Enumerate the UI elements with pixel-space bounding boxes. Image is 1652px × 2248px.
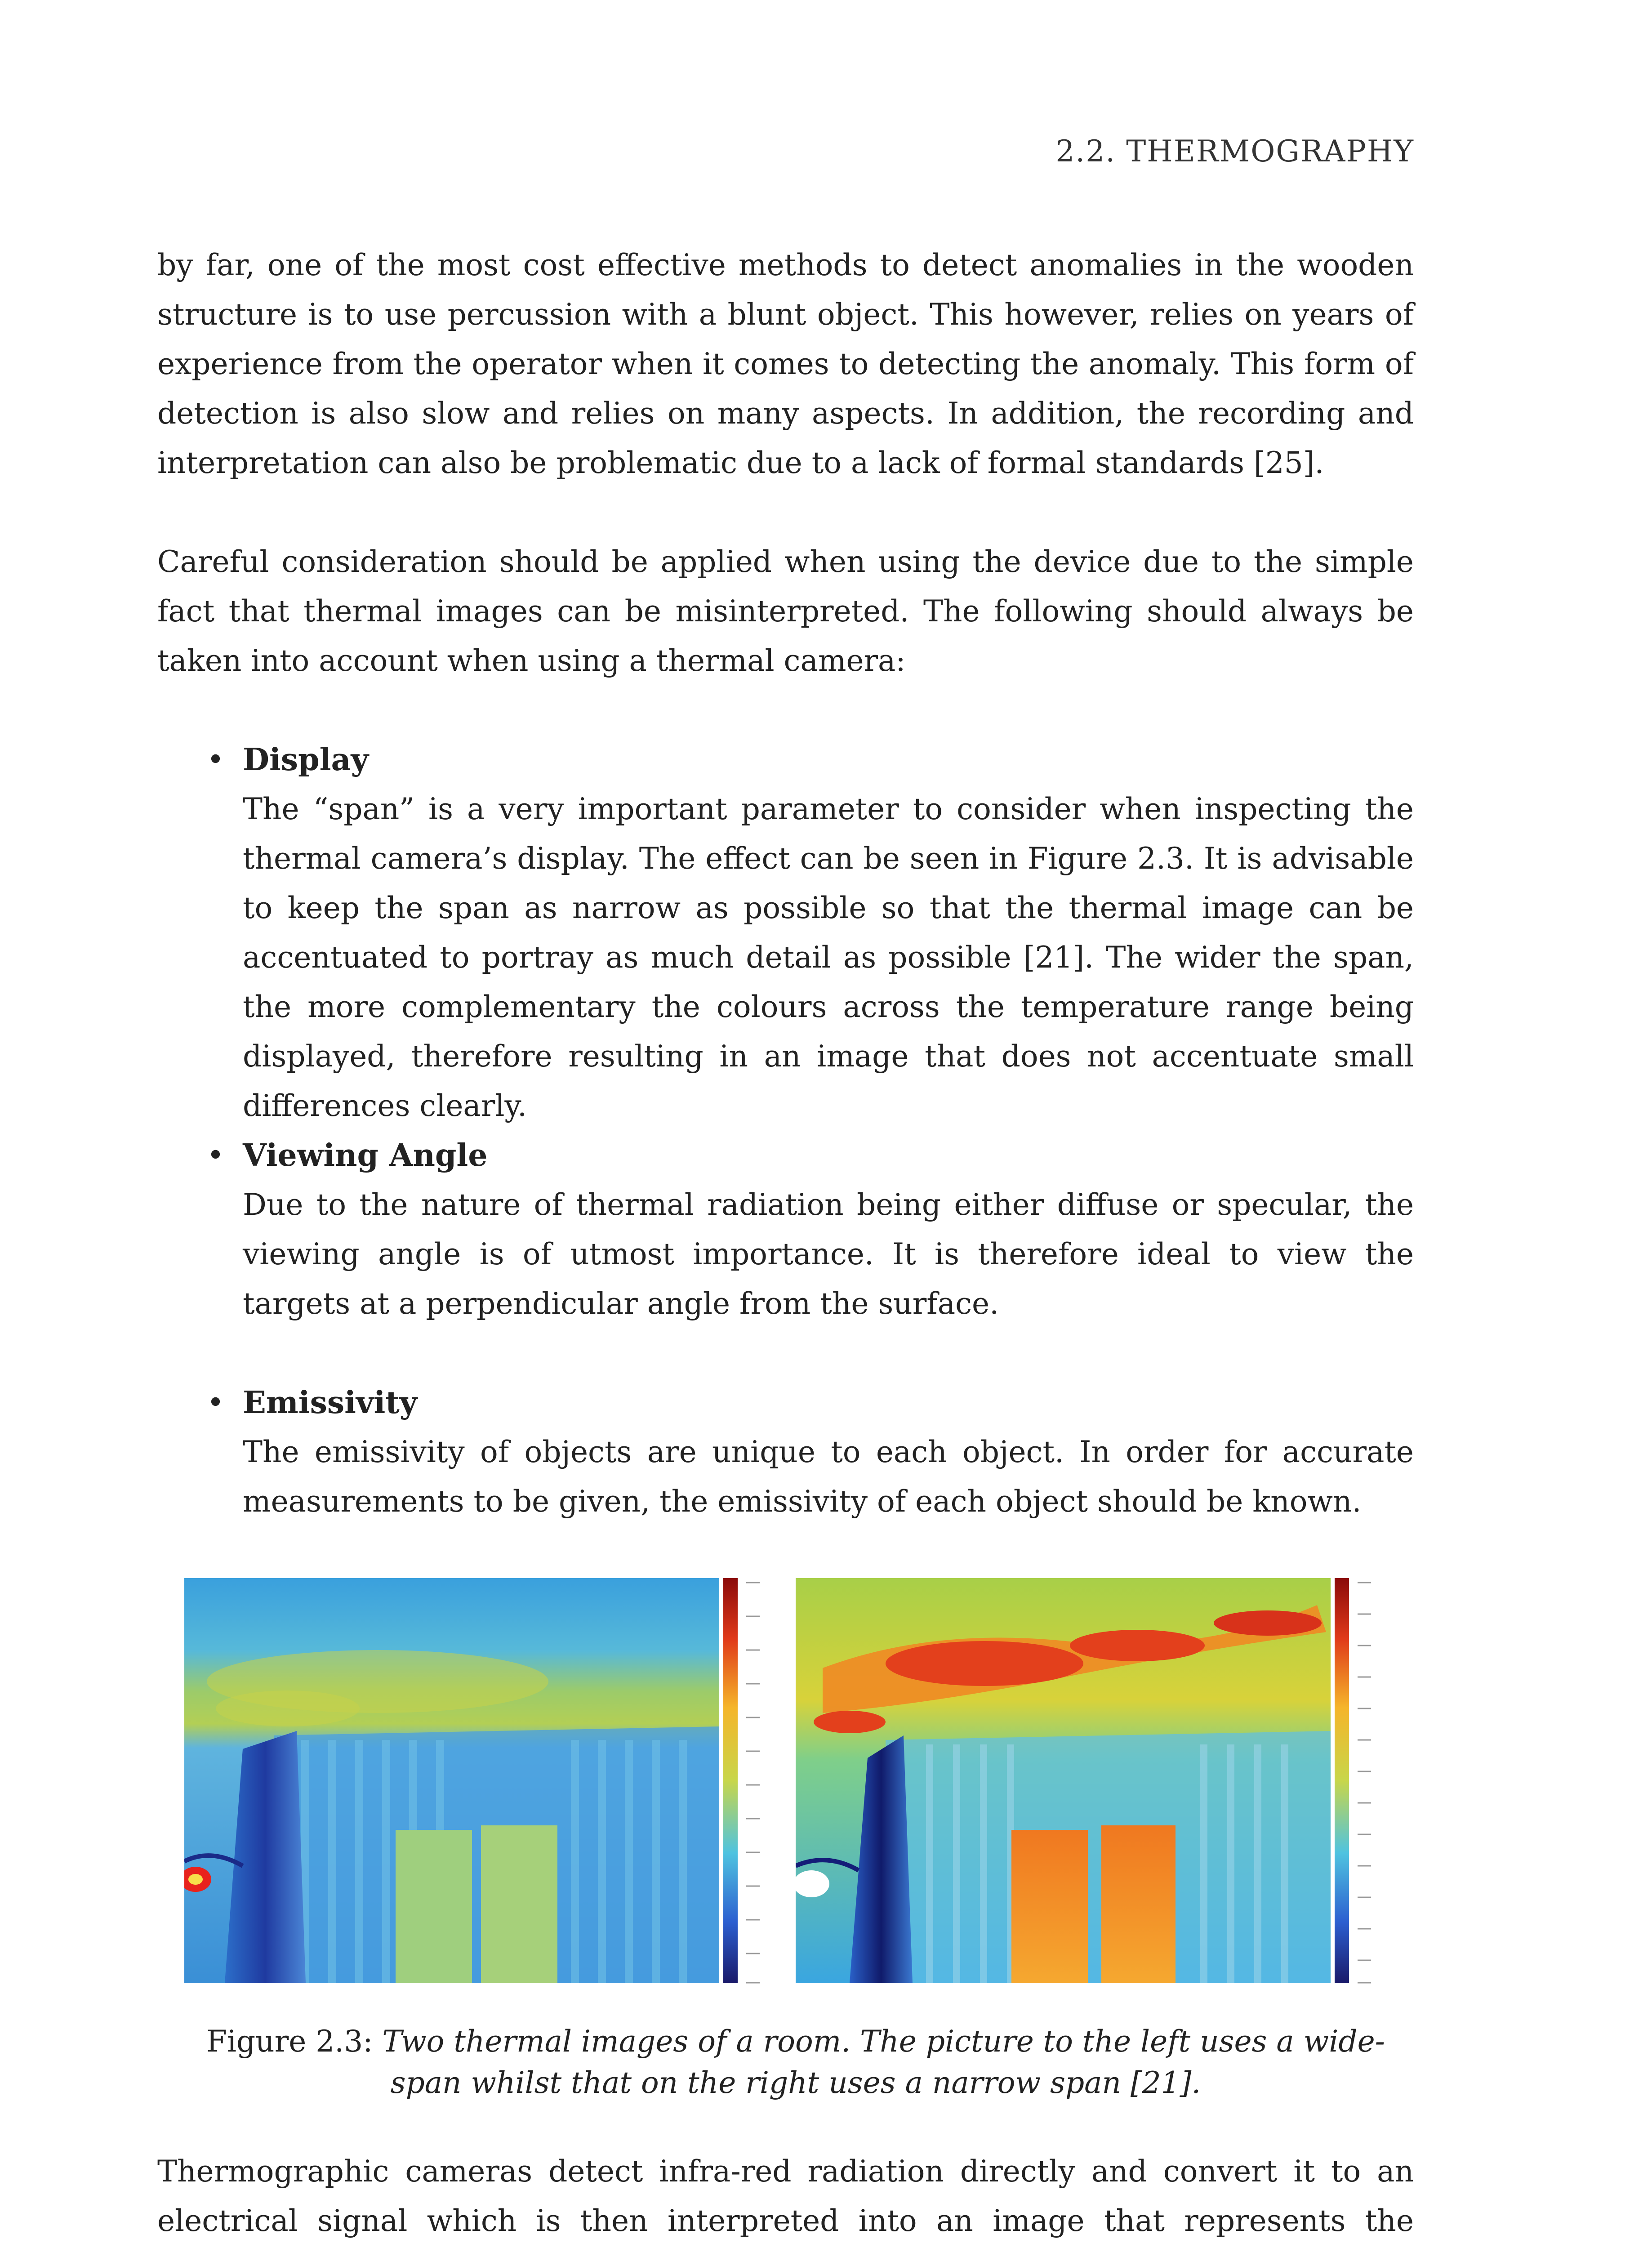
figure-thermal-images bbox=[180, 1578, 1403, 1992]
figure-caption-text: Two thermal images of a room. The picture to the left uses a wide-span whilst that on the right uses a narrow span [21]. bbox=[382, 2024, 1385, 2100]
scale-ticks-narrow-span bbox=[1353, 1578, 1389, 1992]
colorbar-narrow-span bbox=[1333, 1578, 1351, 1983]
bullet-body-display: The “span” is a very important parameter to consider when inspecting the thermal camera’s display. The effect can be seen in Figure 2.3. It is advisable to keep the span as narrow as possible so that the thermal image can be accentuated to portray as much detail as possible [21]. The wider the span, the more complementary the colours across the temperature range being displayed, therefore resulting in an image that does not accentuate small differences clearly. bbox=[243, 792, 1414, 1123]
paragraph-careful-consideration: Careful consideration should be applied when using the device due to the simple fact that thermal images can be misinterpreted. The following should always be taken into account when using a thermal camera: bbox=[157, 544, 1414, 678]
paragraph-thermographic-cameras: Thermographic cameras detect infra-red radiation directly and convert it to an electrical signal which is then interpreted into an image that represents the bbox=[157, 2154, 1414, 2238]
running-head: 2.2. THERMOGRAPHY bbox=[1055, 134, 1414, 169]
bullet-title-viewing-angle: Viewing Angle bbox=[243, 1137, 488, 1173]
thermal-image-wide-span bbox=[184, 1578, 719, 1983]
figure-caption bbox=[189, 2021, 1403, 2104]
thermal-image-narrow-span bbox=[796, 1578, 1331, 1983]
bullet-title-emissivity: Emissivity bbox=[243, 1385, 418, 1421]
figure-caption-label: Figure 2.3: bbox=[206, 2024, 373, 2059]
bullet-marker: • bbox=[207, 1385, 224, 1420]
bullet-body-viewing-angle: Due to the nature of thermal radiation being either diffuse or specular, the viewing angle is of utmost importance. It is therefore ideal to view the targets at a perpendicular angle from the surface. bbox=[243, 1187, 1414, 1321]
colorbar-wide-span bbox=[721, 1578, 739, 1983]
scale-ticks-wide-span bbox=[742, 1578, 778, 1992]
paragraph-percussion: by far, one of the most cost effective methods to detect anomalies in the wooden structure is to use percussion with a blunt object. This however, relies on years of experience from the operator when it comes to detecting the anomaly. This form of detection is also slow and relies on many aspects. In addition, the recording and interpretation can also be problematic due to a lack of formal standards [25]. bbox=[157, 248, 1414, 480]
bullet-marker: • bbox=[207, 1138, 224, 1173]
bullet-title-display: Display bbox=[243, 742, 369, 778]
bullet-body-emissivity: The emissivity of objects are unique to each object. In order for accurate measurements to be given, the emissivity of each object should be known. bbox=[243, 1435, 1414, 1519]
bullet-marker: • bbox=[207, 742, 224, 777]
